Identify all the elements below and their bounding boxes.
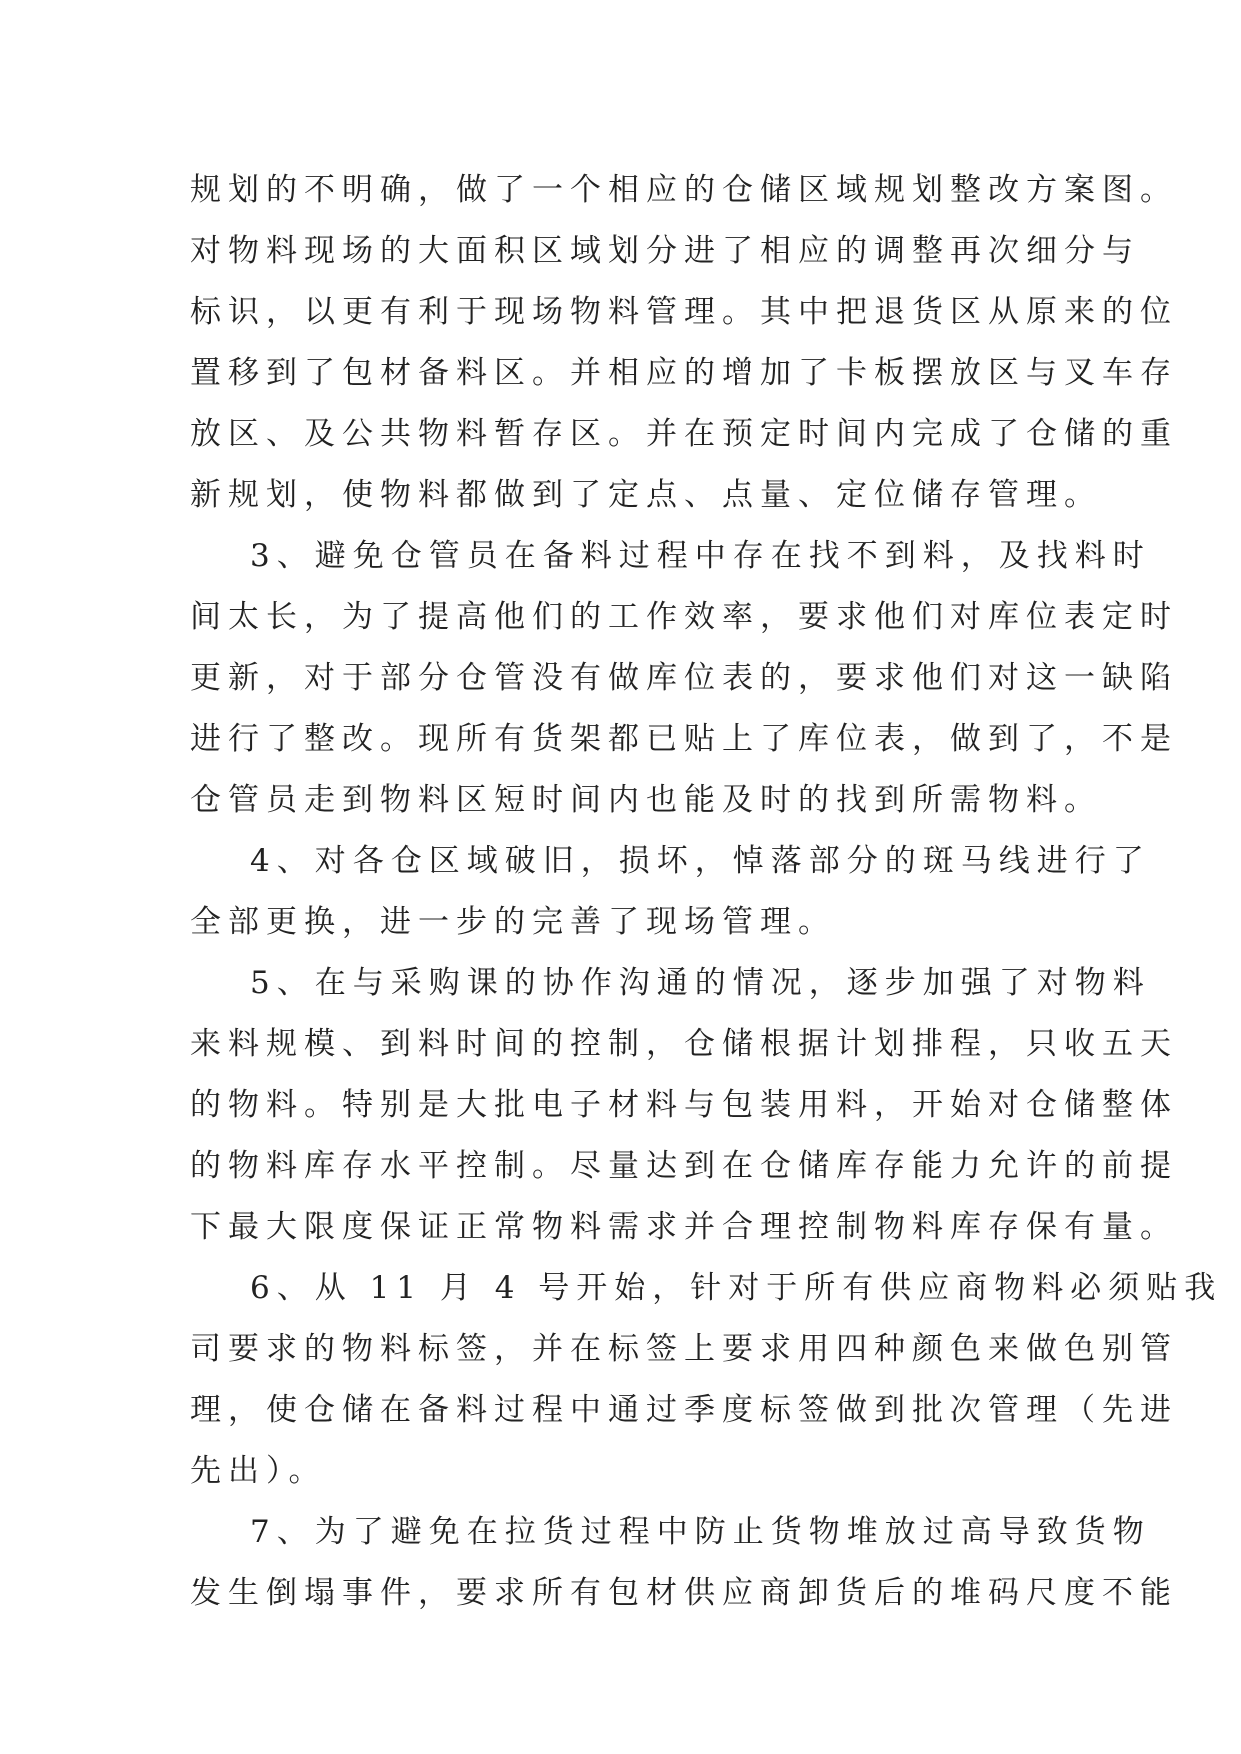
text-line: 7、为了避免在拉货过程中防止货物堆放过高导致货物 xyxy=(250,1514,1151,1550)
text-line: 规划的不明确，做了一个相应的仓储区域规划整改方案图。 xyxy=(190,172,1178,208)
text-line: 间太长，为了提高他们的工作效率，要求他们对库位表定时 xyxy=(190,599,1178,635)
text-line: 放区、及公共物料暂存区。并在预定时间内完成了仓储的重 xyxy=(190,416,1178,452)
text-line: 4、对各仓区域破旧，损坏，悼落部分的斑马线进行了 xyxy=(250,843,1151,879)
text-line: 对物料现场的大面积区域划分进了相应的调整再次细分与 xyxy=(190,233,1140,269)
text-line: 更新，对于部分仓管没有做库位表的，要求他们对这一缺陷 xyxy=(190,660,1178,696)
text-line: 新规划，使物料都做到了定点、点量、定位储存管理。 xyxy=(190,477,1102,513)
text-line: 发生倒塌事件，要求所有包材供应商卸货后的堆码尺度不能 xyxy=(190,1575,1178,1611)
text-line: 仓管员走到物料区短时间内也能及时的找到所需物料。 xyxy=(190,782,1102,818)
text-line: 全部更换，进一步的完善了现场管理。 xyxy=(190,904,836,940)
text-line: 司要求的物料标签，并在标签上要求用四种颜色来做色别管 xyxy=(190,1331,1178,1367)
text-line: 3、避免仓管员在备料过程中存在找不到料，及找料时 xyxy=(250,538,1151,574)
text-line: 5、在与采购课的协作沟通的情况，逐步加强了对物料 xyxy=(250,965,1151,1001)
text-line: 来料规模、到料时间的控制，仓储根据计划排程，只收五天 xyxy=(190,1026,1178,1062)
text-line: 6、从 11 月 4 号开始，针对于所有供应商物料必须贴我 xyxy=(250,1270,1223,1306)
text-line: 理，使仓储在备料过程中通过季度标签做到批次管理（先进 xyxy=(190,1392,1178,1428)
text-line: 进行了整改。现所有货架都已贴上了库位表，做到了，不是 xyxy=(190,721,1178,757)
body-text xyxy=(190,160,1223,1624)
text-line: 的物料。特别是大批电子材料与包装用料，开始对仓储整体 xyxy=(190,1087,1178,1123)
text-line: 标识，以更有利于现场物料管理。其中把退货区从原来的位 xyxy=(190,294,1178,330)
text-line: 先出）。 xyxy=(190,1453,327,1489)
text-line: 下最大限度保证正常物料需求并合理控制物料库存保有量。 xyxy=(190,1209,1178,1245)
text-line: 置移到了包材备料区。并相应的增加了卡板摆放区与叉车存 xyxy=(190,355,1178,391)
text-line: 的物料库存水平控制。尽量达到在仓储库存能力允许的前提 xyxy=(190,1148,1178,1184)
